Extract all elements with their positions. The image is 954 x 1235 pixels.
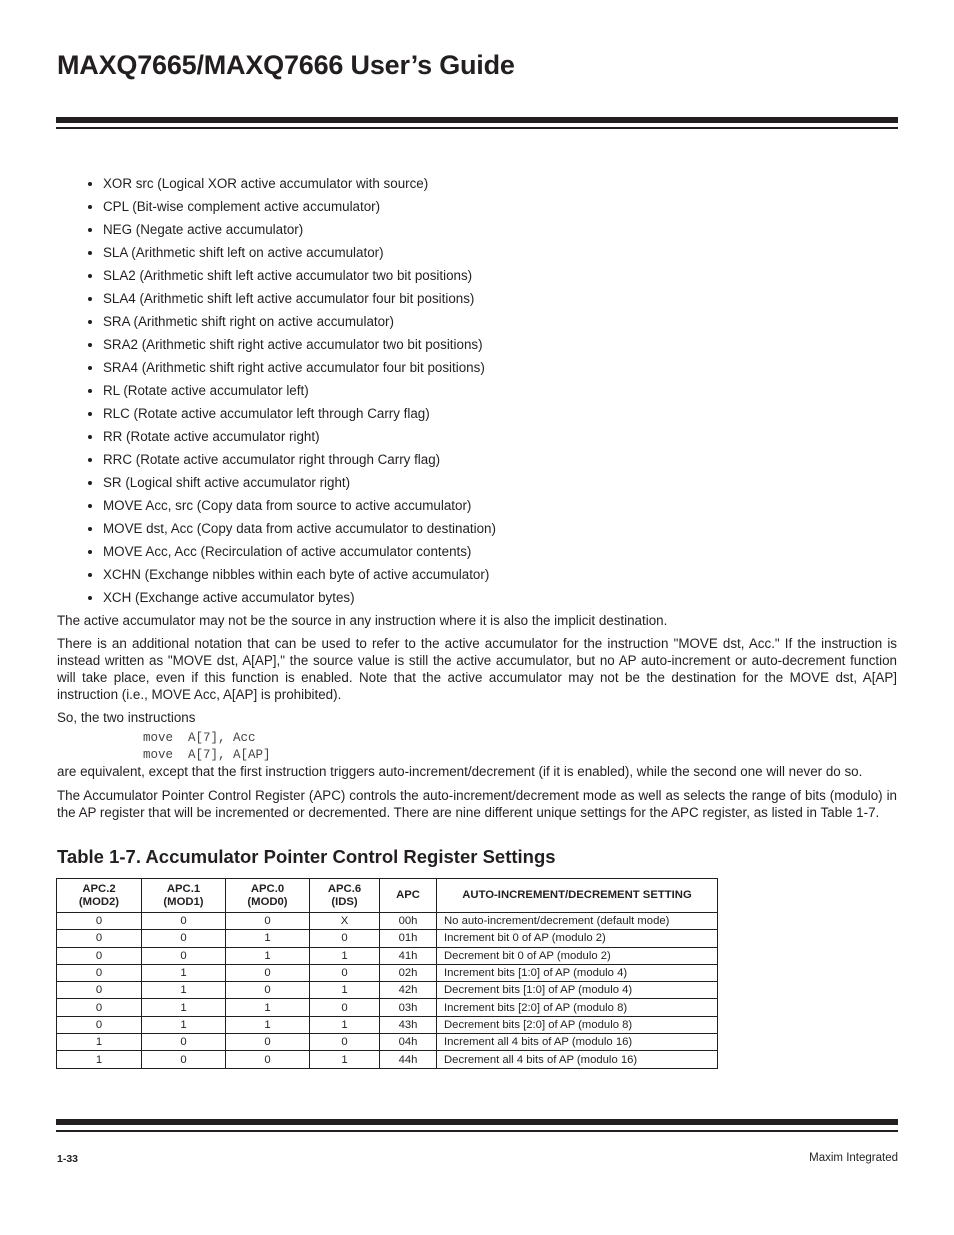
bullet-icon xyxy=(88,389,92,393)
table-cell: 0 xyxy=(142,913,226,930)
list-item xyxy=(57,198,897,221)
list-item-text: XCH (Exchange active accumulator bytes) xyxy=(103,590,355,605)
list-item-text: MOVE Acc, src (Copy data from source to active accumulator) xyxy=(103,498,472,513)
header-apc2: APC.2 (MOD2) xyxy=(57,879,142,913)
header-rule-thin xyxy=(56,127,898,129)
list-item xyxy=(57,497,897,520)
table-row xyxy=(57,913,718,930)
table-row xyxy=(57,930,718,947)
table-cell: Decrement bits [2:0] of AP (modulo 8) xyxy=(437,1016,718,1033)
footer-rule-thin xyxy=(56,1130,898,1132)
table-cell: 0 xyxy=(57,999,142,1016)
list-item-text: NEG (Negate active accumulator) xyxy=(103,222,304,237)
bullet-icon xyxy=(88,205,92,209)
bullet-icon xyxy=(88,182,92,186)
company-name: Maxim Integrated xyxy=(809,1152,898,1164)
bullet-icon xyxy=(88,343,92,347)
bullet-icon xyxy=(88,228,92,232)
table-cell: 0 xyxy=(142,1034,226,1051)
list-item xyxy=(57,451,897,474)
list-item xyxy=(57,336,897,359)
list-item xyxy=(57,244,897,267)
header-rule-thick xyxy=(56,117,898,123)
table-cell: 0 xyxy=(226,1051,310,1068)
document-title: MAXQ7665/MAXQ7666 User’s Guide xyxy=(57,50,515,80)
header-apc6: APC.6 (IDS) xyxy=(310,879,380,913)
list-item-text: SLA4 (Arithmetic shift left active accumulator four bit positions) xyxy=(103,291,475,306)
table-row xyxy=(57,999,718,1016)
table-cell: 0 xyxy=(226,913,310,930)
list-item xyxy=(57,543,897,566)
list-item-text: SLA (Arithmetic shift left on active accumulator) xyxy=(103,245,384,260)
instruction-bullet-list xyxy=(57,175,897,612)
table-row xyxy=(57,982,718,999)
list-item xyxy=(57,382,897,405)
bullet-icon xyxy=(88,573,92,577)
table-cell: 1 xyxy=(310,1016,380,1033)
list-item-text: SRA (Arithmetic shift right on active accumulator) xyxy=(103,314,394,329)
table-row xyxy=(57,1016,718,1033)
paragraph-two-instructions: So, the two instructions xyxy=(57,710,196,725)
table-cell: 0 xyxy=(226,982,310,999)
list-item xyxy=(57,175,897,198)
list-item-text: CPL (Bit-wise complement active accumulator) xyxy=(103,199,381,214)
table-header-row xyxy=(57,879,718,913)
bullet-icon xyxy=(88,435,92,439)
table-row xyxy=(57,964,718,981)
table-cell: 03h xyxy=(380,999,437,1016)
table-cell: 1 xyxy=(142,999,226,1016)
table-cell: Increment bits [2:0] of AP (modulo 8) xyxy=(437,999,718,1016)
table-cell: 43h xyxy=(380,1016,437,1033)
table-cell: Decrement bits [1:0] of AP (modulo 4) xyxy=(437,982,718,999)
table-caption: Table 1-7. Accumulator Pointer Control Register Settings xyxy=(57,846,556,867)
list-item-text: SRA4 (Arithmetic shift right active accumulator four bit positions) xyxy=(103,360,485,375)
table-cell: 0 xyxy=(57,913,142,930)
table-cell: 44h xyxy=(380,1051,437,1068)
table-cell: 1 xyxy=(226,947,310,964)
table-row xyxy=(57,1051,718,1068)
table-cell: Increment bits [1:0] of AP (modulo 4) xyxy=(437,964,718,981)
code-line-2: move A[7], A[AP] xyxy=(143,747,271,762)
table-cell: 0 xyxy=(57,1016,142,1033)
list-item xyxy=(57,428,897,451)
code-line-1: move A[7], Acc xyxy=(143,731,256,745)
table-cell: 0 xyxy=(310,930,380,947)
list-item-text: RLC (Rotate active accumulator left through Carry flag) xyxy=(103,406,430,421)
list-item-text: RL (Rotate active accumulator left) xyxy=(103,383,309,398)
table-cell: 01h xyxy=(380,930,437,947)
table-cell: 1 xyxy=(226,999,310,1016)
list-item xyxy=(57,359,897,382)
table-cell: 1 xyxy=(310,947,380,964)
header-apc1: APC.1 (MOD1) xyxy=(142,879,226,913)
table-cell: 1 xyxy=(226,1016,310,1033)
list-item-text: MOVE Acc, Acc (Recirculation of active accumulator contents) xyxy=(103,544,472,559)
table-cell: Decrement bit 0 of AP (modulo 2) xyxy=(437,947,718,964)
table-cell: 0 xyxy=(226,964,310,981)
bullet-icon xyxy=(88,550,92,554)
paragraph-implicit-destination: The active accumulator may not be the source in any instruction where it is also the implicit destination. xyxy=(57,613,668,628)
bullet-icon xyxy=(88,366,92,370)
footer-rule-thick xyxy=(56,1119,898,1125)
list-item-text: MOVE dst, Acc (Copy data from active accumulator to destination) xyxy=(103,521,496,536)
list-item xyxy=(57,589,897,612)
list-item xyxy=(57,313,897,336)
table-cell: No auto-increment/decrement (default mode) xyxy=(437,913,718,930)
table-cell: 0 xyxy=(310,1034,380,1051)
table-cell: 0 xyxy=(57,964,142,981)
list-item xyxy=(57,474,897,497)
table-cell: 0 xyxy=(57,947,142,964)
table-cell: 02h xyxy=(380,964,437,981)
list-item xyxy=(57,290,897,313)
table-cell: 0 xyxy=(142,930,226,947)
list-item-text: XOR src (Logical XOR active accumulator with source) xyxy=(103,176,429,191)
bullet-icon xyxy=(88,481,92,485)
bullet-icon xyxy=(88,297,92,301)
table-cell: 1 xyxy=(226,930,310,947)
table-cell: 0 xyxy=(142,1051,226,1068)
list-item-text: SLA2 (Arithmetic shift left active accumulator two bit positions) xyxy=(103,268,473,283)
list-item-text: RRC (Rotate active accumulator right through Carry flag) xyxy=(103,452,441,467)
list-item-text: SR (Logical shift active accumulator right) xyxy=(103,475,351,490)
table-cell: 41h xyxy=(380,947,437,964)
bullet-icon xyxy=(88,274,92,278)
bullet-icon xyxy=(88,596,92,600)
table-cell: 1 xyxy=(142,964,226,981)
table-cell: 0 xyxy=(310,999,380,1016)
list-item xyxy=(57,520,897,543)
list-item-text: RR (Rotate active accumulator right) xyxy=(103,429,320,444)
bullet-icon xyxy=(88,251,92,255)
table-cell: 1 xyxy=(57,1051,142,1068)
page-number: 1-33 xyxy=(57,1153,79,1165)
table-cell: 00h xyxy=(380,913,437,930)
table-cell: 0 xyxy=(226,1034,310,1051)
table-row xyxy=(57,947,718,964)
table-cell: 0 xyxy=(57,930,142,947)
table-cell: 1 xyxy=(310,1051,380,1068)
list-item-text: SRA2 (Arithmetic shift right active accumulator two bit positions) xyxy=(103,337,483,352)
header-apc0: APC.0 (MOD0) xyxy=(226,879,310,913)
bullet-icon xyxy=(88,412,92,416)
paragraph-additional-notation: There is an additional notation that can be used to refer to the active accumulator for the instruction "MOVE dst, Acc." If the instruction is instead written as "MOVE dst, A[AP]," the source value is still the active accumulator, but no AP auto-increment or auto-decrement function will take place, even if this function is enabled. Note that the active accumulator may not be the destination for the MOVE dst, A[AP] instruction (i.e., MOVE Acc, A[AP] is prohibited). xyxy=(57,636,897,702)
table-cell: Increment all 4 bits of AP (modulo 16) xyxy=(437,1034,718,1051)
table-cell: 0 xyxy=(310,964,380,981)
table-cell: 1 xyxy=(142,1016,226,1033)
table-cell: 1 xyxy=(310,982,380,999)
list-item xyxy=(57,267,897,290)
table-cell: 1 xyxy=(142,982,226,999)
table-cell: Decrement all 4 bits of AP (modulo 16) xyxy=(437,1051,718,1068)
bullet-icon xyxy=(88,458,92,462)
table-row xyxy=(57,1034,718,1051)
apc-settings-table xyxy=(56,878,718,1069)
bullet-icon xyxy=(88,504,92,508)
list-item-text: XCHN (Exchange nibbles within each byte of active accumulator) xyxy=(103,567,490,582)
table-cell: 1 xyxy=(57,1034,142,1051)
list-item xyxy=(57,405,897,428)
table-cell: X xyxy=(310,913,380,930)
header-setting: AUTO-INCREMENT/DECREMENT SETTING xyxy=(437,879,718,913)
header-apc: APC xyxy=(380,879,437,913)
paragraph-equivalent: are equivalent, except that the first instruction triggers auto-increment/decrement (if it is enabled), while the second one will never do so. xyxy=(57,764,863,779)
table-cell: 0 xyxy=(57,982,142,999)
list-item xyxy=(57,221,897,244)
table-cell: 0 xyxy=(142,947,226,964)
bullet-icon xyxy=(88,527,92,531)
table-cell: Increment bit 0 of AP (modulo 2) xyxy=(437,930,718,947)
paragraph-apc-description: The Accumulator Pointer Control Register (APC) controls the auto-increment/decrement mode as well as selects the range of bits (modulo) in the AP register that will be incremented or decremented. There are nine different unique settings for the APC register, as listed in Table 1-7. xyxy=(57,788,897,820)
table-cell: 42h xyxy=(380,982,437,999)
bullet-icon xyxy=(88,320,92,324)
body-content xyxy=(57,175,897,827)
list-item xyxy=(57,566,897,589)
table-cell: 04h xyxy=(380,1034,437,1051)
